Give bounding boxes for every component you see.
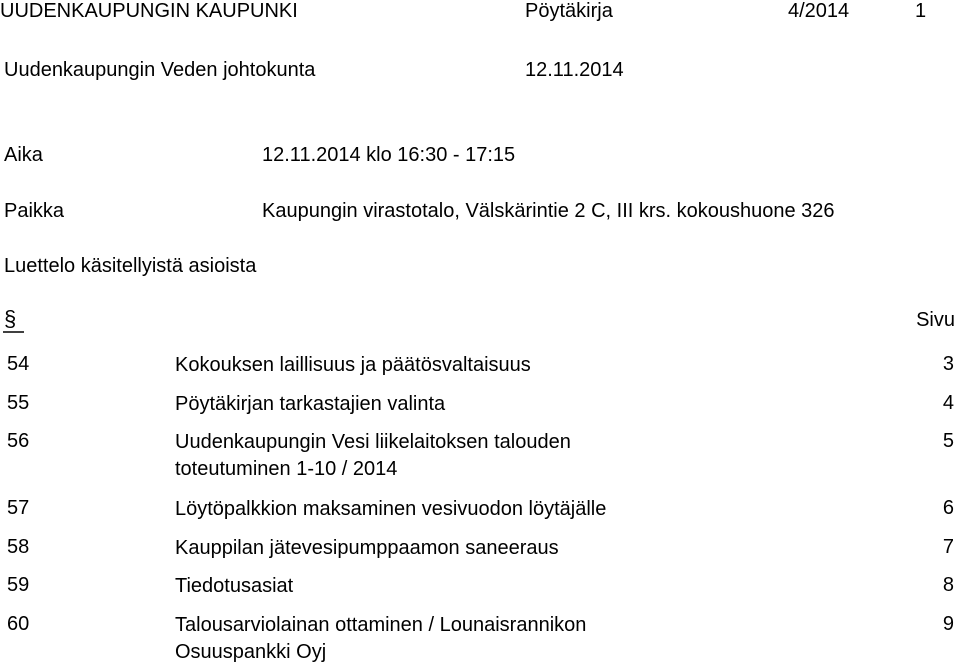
page-number: 1	[915, 0, 927, 22]
svg-text:§: §	[4, 306, 17, 331]
time-value: 12.11.2014 klo 16:30 - 17:15	[262, 144, 516, 166]
item-title: Talousarviolainan ottaminen / Lounaisrannikon Osuuspankki Oyj	[175, 614, 587, 663]
item-number: 55	[7, 392, 30, 414]
place-label: Paikka	[4, 200, 65, 222]
board-date: 12.11.2014	[525, 59, 624, 81]
agenda-item	[0, 573, 959, 597]
agenda-item	[0, 391, 959, 415]
page-column-label: Sivu	[916, 309, 955, 331]
organization-name: UUDENKAUPUNGIN KAUPUNKI	[0, 0, 298, 22]
document-type: Pöytäkirja	[525, 0, 613, 22]
item-number: 56	[7, 430, 30, 452]
item-title: Kokouksen laillisuus ja päätösvaltaisuus	[175, 354, 531, 376]
item-page: 8	[942, 574, 954, 596]
item-page: 7	[942, 536, 954, 558]
item-page: 9	[942, 613, 954, 635]
item-title: Kauppilan jätevesipumppaamon saneeraus	[175, 537, 559, 559]
item-page: 5	[942, 430, 954, 452]
document-number: 4/2014	[788, 0, 850, 22]
time-label: Aika	[4, 144, 43, 166]
place-value: Kaupungin virastotalo, Välskärintie 2 C, III krs. kokoushuone 326	[262, 200, 835, 222]
item-title: Pöytäkirjan tarkastajien valinta	[175, 393, 446, 415]
board-name: Uudenkaupungin Veden johtokunta	[4, 59, 316, 81]
item-page: 6	[942, 497, 954, 519]
item-number: 58	[7, 536, 30, 558]
item-number: 60	[7, 613, 30, 635]
section-sign-icon	[2, 304, 26, 334]
item-page: 4	[942, 392, 954, 414]
item-number: 54	[7, 353, 30, 375]
agenda-item	[0, 429, 959, 481]
item-title: Tiedotusasiat	[175, 575, 294, 597]
agenda-item	[0, 496, 959, 520]
agenda-heading: Luettelo käsitellyistä asioista	[4, 255, 257, 277]
item-title: Löytöpalkkion maksaminen vesivuodon löytäjälle	[175, 498, 607, 520]
agenda-item	[0, 612, 959, 664]
item-number: 59	[7, 574, 30, 596]
agenda-item	[0, 352, 959, 376]
item-title: Uudenkaupungin Vesi liikelaitoksen talouden toteutuminen 1-10 / 2014	[175, 431, 571, 480]
item-page: 3	[942, 353, 954, 375]
agenda-item	[0, 535, 959, 559]
item-number: 57	[7, 497, 30, 519]
